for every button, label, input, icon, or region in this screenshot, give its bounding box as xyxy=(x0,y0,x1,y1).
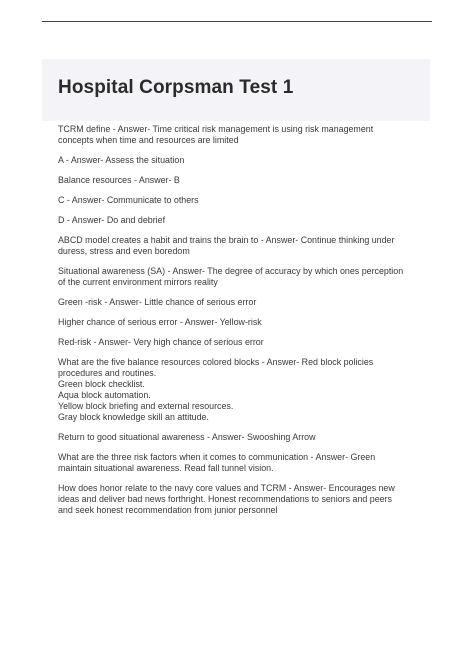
qa-line: duress, stress and even boredom xyxy=(58,246,190,256)
qa-entry xyxy=(58,317,430,328)
document-body xyxy=(58,124,430,525)
qa-line: Yellow block briefing and external resources. xyxy=(58,401,234,411)
qa-line: concepts when time and resources are limited xyxy=(58,135,239,145)
qa-line: How does honor relate to the navy core values and TCRM - Answer- Encourages new xyxy=(58,483,395,493)
qa-line: Higher chance of serious error - Answer- Yellow-risk xyxy=(58,317,262,327)
qa-line: C - Answer- Communicate to others xyxy=(58,195,199,205)
qa-line: What are the three risk factors when it comes to communication - Answer- Green xyxy=(58,452,376,462)
qa-entry xyxy=(58,175,430,186)
qa-line: procedures and routines. xyxy=(58,368,157,378)
qa-line: of the current environment mirrors reality xyxy=(58,277,218,287)
qa-line: ideas and deliver bad news forthright. Honest recommendations to seniors and peers xyxy=(58,494,392,504)
qa-line: ABCD model creates a habit and trains the brain to - Answer- Continue thinking under xyxy=(58,235,395,245)
top-divider xyxy=(42,21,432,22)
qa-line: Situational awareness (SA) - Answer- The degree of accuracy by which ones perception xyxy=(58,266,404,276)
qa-line: Aqua block automation. xyxy=(58,390,151,400)
qa-line: Green -risk - Answer- Little chance of serious error xyxy=(58,297,257,307)
qa-entry xyxy=(58,215,430,226)
qa-entry xyxy=(58,266,430,288)
qa-line: A - Answer- Assess the situation xyxy=(58,155,185,165)
qa-line: Return to good situational awareness - Answer- Swooshing Arrow xyxy=(58,432,316,442)
qa-entry xyxy=(58,432,430,443)
qa-line: and seek honest recommendation from junior personnel xyxy=(58,505,278,515)
qa-line: Red-risk - Answer- Very high chance of serious error xyxy=(58,337,264,347)
page-title: Hospital Corpsman Test 1 xyxy=(58,77,294,98)
qa-entry xyxy=(58,337,430,348)
qa-entry xyxy=(58,124,430,146)
qa-line: Gray block knowledge skill an attitude. xyxy=(58,412,209,422)
qa-entry xyxy=(58,155,430,166)
qa-line: maintain situational awareness. Read fall tunnel vision. xyxy=(58,463,274,473)
qa-line: D - Answer- Do and debrief xyxy=(58,215,166,225)
qa-line: What are the five balance resources colored blocks - Answer- Red block policies xyxy=(58,357,374,367)
qa-entry xyxy=(58,483,430,516)
qa-entry xyxy=(58,297,430,308)
qa-entry xyxy=(58,357,430,423)
qa-entry xyxy=(58,452,430,474)
qa-line: Balance resources - Answer- B xyxy=(58,175,180,185)
qa-line: TCRM define - Answer- Time critical risk management is using risk management xyxy=(58,124,374,134)
qa-entry xyxy=(58,235,430,257)
qa-entry xyxy=(58,195,430,206)
qa-line: Green block checklist. xyxy=(58,379,145,389)
